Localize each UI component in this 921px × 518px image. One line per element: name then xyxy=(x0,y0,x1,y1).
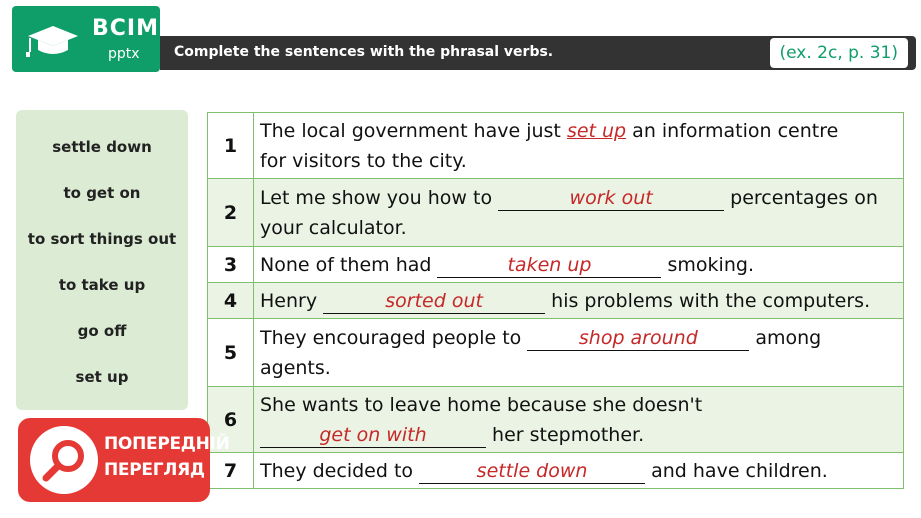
word-bank-item: set up xyxy=(75,368,129,386)
bcim-logo xyxy=(12,6,160,72)
answer-text: taken up xyxy=(507,253,592,276)
answer-text: shop around xyxy=(578,326,698,349)
sentences-table xyxy=(207,112,904,489)
instruction-strip xyxy=(160,36,916,70)
sentence-number: 3 xyxy=(208,247,254,283)
answer-blank xyxy=(437,253,661,278)
answer-text: sorted out xyxy=(385,289,483,312)
answer-blank xyxy=(260,423,486,448)
word-bank-item: to get on xyxy=(63,184,141,202)
answer-text: set up xyxy=(566,119,627,142)
preview-badge[interactable] xyxy=(18,418,230,502)
sentence-row xyxy=(208,283,904,319)
logo-subtext: pptx xyxy=(108,46,140,62)
sentence-number: 5 xyxy=(208,319,254,387)
preview-label-line2: ПЕРЕГЛЯД xyxy=(104,460,205,480)
sentence-row xyxy=(208,247,904,283)
sentence-number: 6 xyxy=(208,387,254,453)
word-bank-item: settle down xyxy=(52,138,152,156)
sentence-row xyxy=(208,179,904,247)
sentence-text: None of them had taken up smoking. xyxy=(254,247,904,283)
answer-text: get on with xyxy=(319,423,427,446)
sentence-text: She wants to leave home because she doesn't get on with her stepmother. xyxy=(254,387,904,453)
sentence-number: 7 xyxy=(208,453,254,489)
answer-blank xyxy=(323,289,545,314)
sentence-row xyxy=(208,319,904,387)
sentence-text: They decided to settle down and have children. xyxy=(254,453,904,489)
sentence-text: The local government have just set up an information centre for visitors to the city. xyxy=(254,113,904,179)
answer-text: work out xyxy=(569,186,653,209)
logo-text: BCIM xyxy=(92,16,159,41)
header xyxy=(0,0,921,84)
answer-blank xyxy=(527,326,749,351)
answer-blank xyxy=(498,186,724,211)
sentence-number: 4 xyxy=(208,283,254,319)
reference-badge xyxy=(770,38,909,68)
instruction-text: Complete the sentences with the phrasal verbs. xyxy=(174,44,554,60)
answer-text: settle down xyxy=(476,459,588,482)
sentence-number: 2 xyxy=(208,179,254,247)
sentence-row xyxy=(208,387,904,453)
sentence-row xyxy=(208,453,904,489)
answer-blank xyxy=(419,459,645,484)
preview-label-line1: ПОПЕРЕДНІЙ xyxy=(104,434,230,454)
sentence-row xyxy=(208,113,904,179)
magnifier-icon xyxy=(40,436,88,484)
preview-circle xyxy=(30,426,98,494)
word-bank-item: go off xyxy=(77,322,127,340)
word-bank-item: to sort things out xyxy=(27,230,177,248)
sentence-number: 1 xyxy=(208,113,254,179)
word-bank-item: to take up xyxy=(58,276,146,294)
reference-text: (ex. 2c, p. 31) xyxy=(779,43,898,63)
sentence-text: They encouraged people to shop around among agents. xyxy=(254,319,904,387)
sentence-text: Henry sorted out his problems with the computers. xyxy=(254,283,904,319)
sentence-text: Let me show you how to work out percentages on your calculator. xyxy=(254,179,904,247)
word-bank xyxy=(16,110,188,410)
graduation-cap-icon xyxy=(26,22,80,62)
